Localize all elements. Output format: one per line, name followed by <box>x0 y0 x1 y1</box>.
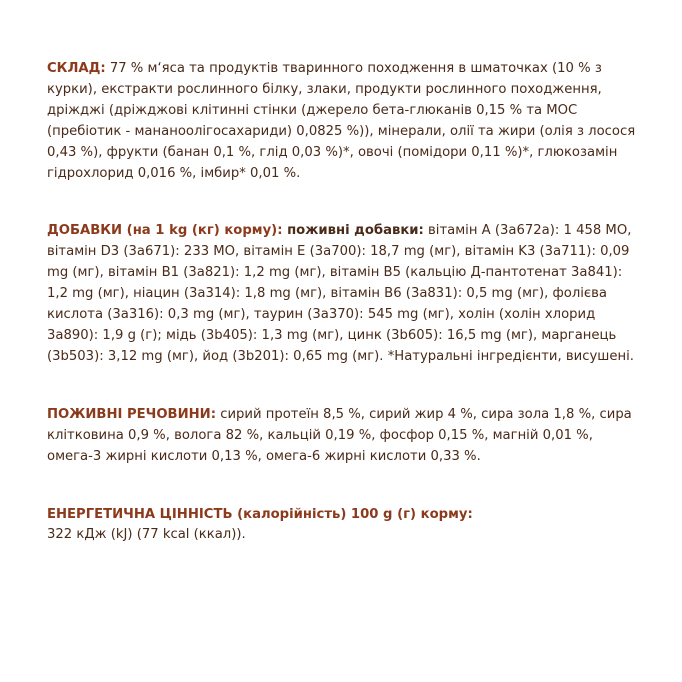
energy-text: 322 кДж (kJ) (77 kcal (ккал)). <box>47 527 246 543</box>
additives-section <box>47 221 647 367</box>
additives-subheading: поживні добавки: <box>282 223 424 239</box>
nutrients-heading: ПОЖИВНІ РЕЧОВИНИ: <box>47 406 216 422</box>
energy-heading: ЕНЕРГЕТИЧНА ЦІННІСТЬ (калорійність) 100 g (г) корму: <box>47 506 473 522</box>
composition-heading: СКЛАД: <box>47 61 106 76</box>
nutrients-section <box>47 405 647 468</box>
energy-section <box>47 505 647 547</box>
ingredients-document <box>47 59 647 546</box>
composition-section <box>47 59 647 184</box>
composition-text: 77 % м‘яса та продуктів тваринного походження в шматочках (10 % з курки), екстракти рослинного білку, злаки, продукти рослинного походження, дріжджі (дріжджові клітинні стінки (джерело бета-глюканів 0,15 % та МОС (пребіотик - мананоолігосахариди) 0,0825 %)), мінерали, олії та жири (олія з лосося 0,43 %), фрукти (банан 0,1 %, глід 0,03 %)*, овочі (помідори 0,11 %)*, глюкозамін гідрохлорид 0,016 %, імбир* 0,01 %. <box>47 61 636 181</box>
additives-text: вітамін A (3a672a): 1 458 МО, вітамін D3 (3a671): 233 МО, вітамін E (3a700): 18,7 mg (мг), вітамін K3 (3a711): 0,09 mg (мг), вітамін B1 (3a821): 1,2 mg (мг), вітамін B5 (кальцію Д-пантотенат 3a841): 1,2 mg (мг), ніацин (3a314): 1,8 mg (мг), вітамін B6 (3a831): 0,5 mg (мг), фолієва кислота (3a316): 0,3 mg (мг), таурин (3a370): 545 mg (мг), холін (холін хлорид 3a890): 1,9 g (г); мідь (3b405): 1,3 mg (мг), цинк (3b605): 16,5 mg (мг), марганець (3b503): 3,12 mg (мг), йод (3b201): 0,65 mg (мг). *Натуральні інгредієнти, висушені. <box>47 223 634 364</box>
additives-heading: ДОБАВКИ (на 1 kg (кг) корму): <box>47 223 283 239</box>
nutrients-text: сирий протеїн 8,5 %, сирий жир 4 %, сира зола 1,8 %, сира клітковина 0,9 %, волога 82 %, кальцій 0,19 %, фосфор 0,15 %, магній 0,01 %, омега-3 жирні кислоти 0,13 %, омега-6 жирні кислоти 0,33 %. <box>47 406 632 464</box>
